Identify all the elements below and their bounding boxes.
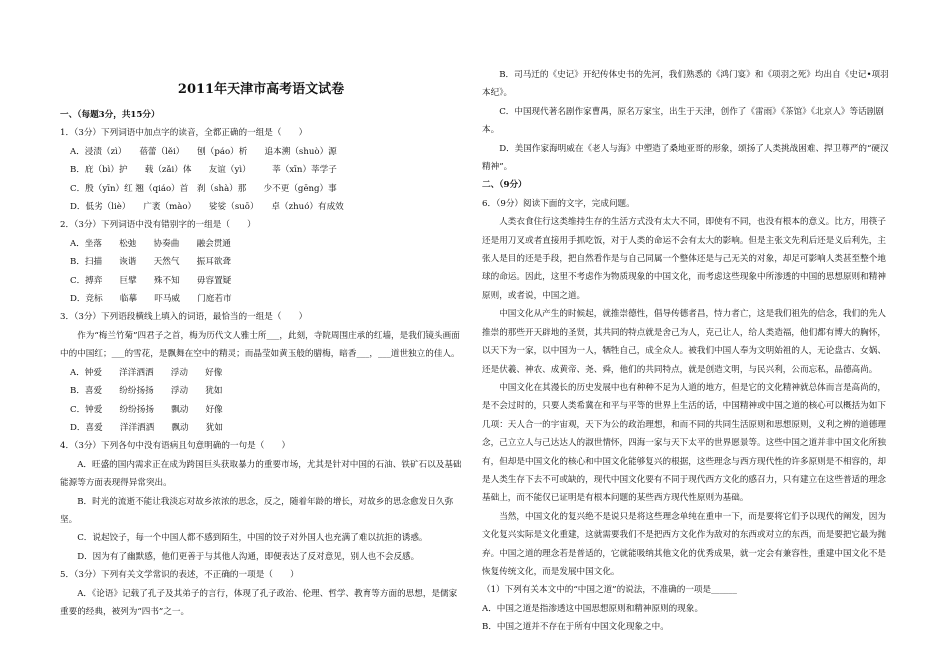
text-paragraph: B．司马迁的《史记》开纪传体史书的先河，我们熟悉的《鸿门宴》和《项羽之死》均出自《史记•项羽本纪》。 xyxy=(482,70,889,99)
answer-option: D．低劣（liè） 广袤（mào） 娑娑（suō） 卓（zhuó）有成效 xyxy=(70,202,344,213)
question-line: 1．（3分）下列词语中加点字的读音，全都正确的一组是（ ） xyxy=(60,128,308,139)
text-paragraph: 作为“梅兰竹菊”四君子之首，梅为历代文人雅士所___，此刻，寺院周围庄承的红墙，是我们镜头画面中的中国红；___的雪花，是飘舞在空中的精灵；而晶莹如黄玉般的腊梅，暗香___，___道世独立的佳人。 xyxy=(60,330,460,360)
question-line: 6．（9分）阅读下面的文字，完成问题。 xyxy=(482,198,635,209)
text-paragraph: A．旺盛的国内需求正在成为跨国巨头获取暴力的重要市场，尤其是针对中国的石油、铁矿石以及基础能源等方面表现得异常突出。 xyxy=(60,459,462,489)
question-line: B．中国之道并不存在于所有中国文化现象之中。 xyxy=(482,622,669,633)
answer-option: D．竞标 临摹 吓马威 门庭若市 xyxy=(70,294,232,305)
answer-option: C．钟爱 纷纷扬扬 飘动 好像 xyxy=(70,404,223,415)
text-paragraph: A．《论语》记载了孔子及其弟子的言行，体现了孔子政治、伦理、哲学、教育等方面的思想，是儒家重要的经典，被列为“四书”之一。 xyxy=(60,588,458,617)
text-paragraph: D．因为有了幽默感，他们更善于与其他人沟通，即便表达了反对意见，别人也不会反感。 xyxy=(77,551,420,562)
text-paragraph: B．时光的流逝不能让我淡忘对故乡浓浓的思念，反之，随着年龄的增长，对故乡的思念愈发日久弥坚。 xyxy=(60,496,454,525)
left-column-body xyxy=(60,106,462,621)
answer-option: B．喜爱 纷纷扬扬 浮动 犹如 xyxy=(70,386,223,397)
text-paragraph: 人类衣食住行这类维持生存的生活方式没有太大不同，即使有不同，也没有根本的意义。比方，用筷子还是用刀叉或者直接用手抓吃饭，对于人类的命运不会有太大的影响。但是主张文先利后还是义后利先，主张人是目的还是手段，把自然看作是与自己同属一个整体还是与己无关的对象，却足可影响人类甚至整个地球的命运。因此，这里不考虑作为物质现象的中国文化，而考虑这些现象中所渗透的中国的思想原则和精神原则，或者说，中国之道。 xyxy=(482,217,886,301)
text-paragraph: C．中国现代著名剧作家曹禺，原名万家宝，出生于天津，创作了《雷雨》《茶馆》《北京人》等话剧剧本。 xyxy=(482,106,884,136)
answer-option: D．喜爱 洋洋洒洒 飘动 犹如 xyxy=(70,422,223,433)
answer-option: A．钟爱 洋洋洒洒 浮动 好像 xyxy=(70,367,223,378)
answer-option: C．殷（yīn）红 翘（qiáo）首 刹（shà）那 少不更（gēng）事 xyxy=(70,183,337,194)
answer-option: B．扫描 诙谐 天然气 振耳欲聋 xyxy=(70,257,232,268)
answer-option: C．搏弈 巨擘 殊不知 毋容置疑 xyxy=(70,275,232,286)
question-line: 2．（3分）下列词语中没有错别字的一组是（ ） xyxy=(60,220,256,231)
answer-option: A．坐落 松弛 协奏曲 融会贯通 xyxy=(70,238,231,249)
question-line: （1）下列有关本文中的“中国之道”的说法，不准确的一项是______ xyxy=(482,585,737,596)
text-paragraph: C．说起饺子，每一个中国人都不感到陌生，中国的饺子对外国人也充满了难以抗拒的诱惑。 xyxy=(77,533,428,544)
text-paragraph: 当然，中国文化的复兴绝不是说只是将这些理念单纯在重申一下，而是要将它们予以现代的阐发，因为文化复兴实际是文化重建，这就需要我们不是把西方文化作为敌对的东西或对立的东西，而是要把它最为抛弃。中国之道的理念若是普适的，它就能吸纳其他文化的优秀成果，就一定会有兼容性，重建中国文化不是恢复传统文化，而是发展中国文化。 xyxy=(482,511,886,577)
right-column-body xyxy=(482,66,894,637)
right-column xyxy=(482,66,894,637)
question-line: 5．（3分）下列有关文学常识的表述，不正确的一项是（ ） xyxy=(60,570,299,581)
question-line: 4．（3分）下列各句中没有语病且句意明确的一句是（ ） xyxy=(60,441,291,452)
text-paragraph: D．美国作家海明威在《老人与海》中塑造了桑地亚哥的形象，颂扬了人类挑战困难、捍卫尊严的“硬汉精神”。 xyxy=(482,143,889,173)
text-paragraph: 中国文化在其漫长的历史发展中也有种种不足为人道的地方，但是它的文化精神就总体而言是高尚的，是不会过时的，只要人类希冀在和平与平等的世界上生活的话，中国精神或中国之道的核心可以概括为如下几项：天人合一的宇宙观，天下为公的政治理想，和而不同的共同生活原则和思想原则，义利之辨的道德理念，己立立人与己达达人的淑世情怀，四海一家与天下太平的世界愿景等。这些中国之道并非中国文化所独有，但却是中国文化的核心和中国文化能够复兴的根据，这些理念与西方现代性的许多原则是不相容的，却是人类生存下去不可或缺的，现代中国文化要有不同于现代西方文化的感召力，只有建立在这些普适的理念基础上，而不能仅已证明是有根本问题的某些西方现代性原则为基础。 xyxy=(482,382,886,504)
text-paragraph: 中国文化从产生的时候起，就推崇德性，倡导传德者昌，恃力者亡，这是我们祖先的信念，我们的先人推崇的那些开天辟地的圣贤，其共同的特点就是舍己为人，克己让人，给人类造福，他们都有博大的胸怀，以天下为一家，以中国为一人，牺牲自己，成全众人。被我们中国人奉为文明始祖的人，无论盘古、女娲、还是伏羲、神农、成黄帝、尧、舜，他们的共同特点，就是创造文明，与民兴利，公而忘私，品德高尚。 xyxy=(482,309,886,375)
answer-option: B．庇（bì）护 载（zǎi）体 友谊（yì） 莘（xīn）莘学子 xyxy=(70,165,337,176)
question-line: 3．（3分）下列语段横线上填入的词语，最恰当的一组是（ ） xyxy=(60,312,308,323)
question-line: A．中国之道是指渗透这中国思想原则和精神原则的现象。 xyxy=(482,603,704,614)
answer-option: A．浸渍（zì） 蓓蕾（lěi） 刨（páo）析 追本溯（shuò）源 xyxy=(70,146,337,157)
left-column xyxy=(60,0,462,621)
page-title: 2011年天津市高考语文试卷 xyxy=(177,82,345,97)
section-heading: 一、（每题3分，共15分） xyxy=(60,110,160,120)
section-heading: 二、（9分） xyxy=(482,180,527,191)
